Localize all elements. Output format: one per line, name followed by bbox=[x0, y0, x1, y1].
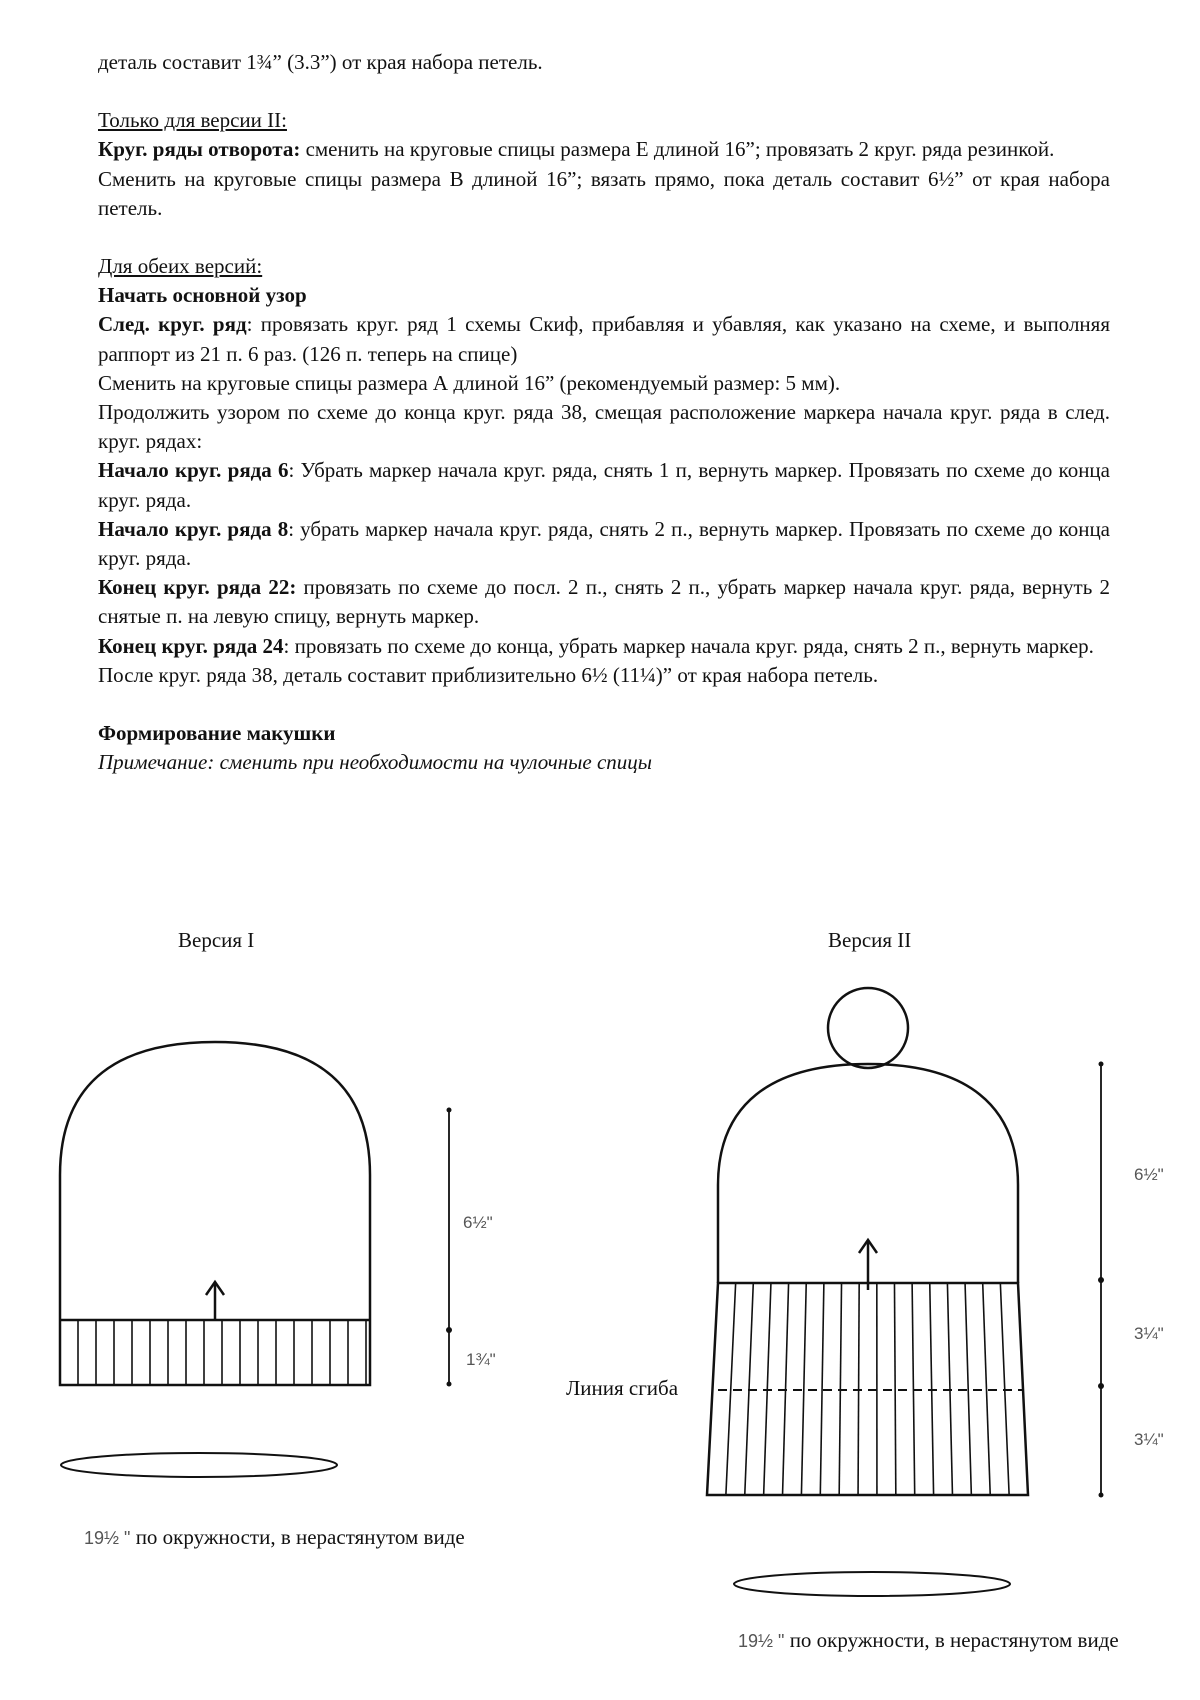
v1-hat-outline bbox=[60, 1042, 370, 1385]
v1-body-height: 6½" bbox=[463, 1213, 493, 1232]
change-needles-b: Сменить на круговые спицы размера В длиной 16”; вязать прямо, пока деталь составит 6½” от края набора петель. bbox=[98, 166, 1110, 220]
both-versions-heading: Для обеих версий: bbox=[98, 254, 263, 279]
v1-circumference-text: по окружности, в нерастянутом виде bbox=[130, 1525, 465, 1549]
round-8-text: : убрать маркер начала круг. ряда, снять 2 п., вернуть маркер. Провязать по схеме до конца круг. ряда. bbox=[98, 516, 1111, 571]
v2-circumference-value: 19½ " bbox=[738, 1631, 785, 1651]
v2-circumference-ellipse bbox=[734, 1572, 1010, 1596]
v2-rib-line bbox=[801, 1283, 806, 1495]
v2-pompom bbox=[828, 988, 908, 1068]
v1-rib-height: 1¾" bbox=[466, 1350, 496, 1369]
v2-cuff-lower-height: 3¼" bbox=[1134, 1430, 1164, 1449]
round-8-label: Начало круг. ряда 8 bbox=[98, 516, 289, 541]
line-cast-on-length: деталь составит 1¾” (3.3”) от края набора петель. bbox=[98, 50, 543, 74]
fold-line-label: Линия сгиба bbox=[566, 1376, 679, 1400]
v2-title: Версия II bbox=[828, 928, 912, 952]
v2-circumference-text: по окружности, в нерастянутом виде bbox=[784, 1628, 1119, 1652]
round-22-label: Конец круг. ряда 22: bbox=[98, 575, 297, 600]
v2-cuff-upper-height: 3¼" bbox=[1134, 1324, 1164, 1343]
change-needles-a: Сменить на круговые спицы размера А длиной 16” (рекомендуемый размер: 5 мм). bbox=[98, 370, 841, 395]
continue-pattern: Продолжить узором по схеме до конца круг. ряда 38, смещая расположение маркера начала круг. ряда в след. круг. рядах: bbox=[98, 400, 1110, 454]
cuff-rows-label: Круг. ряды отворота: bbox=[98, 137, 301, 162]
cuff-rows-text: сменить на круговые спицы размера Е длиной 16”; провязать 2 круг. ряда резинкой. bbox=[300, 137, 1055, 162]
v1-ribbing bbox=[78, 1320, 366, 1385]
v1-circumference-value: 19½ " bbox=[84, 1528, 131, 1548]
crown-shaping-heading: Формирование макушки bbox=[98, 721, 336, 746]
round-24-text: : провязать по схеме до конца, убрать маркер начала круг. ряда, снять 2 п., вернуть маркер. bbox=[283, 633, 1094, 658]
round-6-label: Начало круг. ряда 6 bbox=[98, 458, 289, 483]
v2-body-height: 6½" bbox=[1134, 1165, 1164, 1184]
only-version-2-heading: Только для версии II: bbox=[98, 108, 287, 133]
round-6-text: : Убрать маркер начала круг. ряда, снять 1 п, вернуть маркер. Провязать по схеме до конца круг. ряда. bbox=[98, 458, 1110, 512]
v2-rib-line bbox=[894, 1283, 895, 1495]
v1-circumference-ellipse bbox=[61, 1453, 337, 1477]
after-round-38: После круг. ряда 38, деталь составит приблизительно 6½ (11¼)” от края набора петель. bbox=[98, 662, 879, 687]
v1-title: Версия I bbox=[178, 928, 255, 952]
round-24-label: Конец круг. ряда 24 bbox=[98, 633, 284, 658]
start-pattern-heading: Начать основной узор bbox=[98, 283, 307, 308]
round-22-text: провязать по схеме до посл. 2 п., снять 2 п., убрать маркер начала круг. ряда, вернуть 2 снятые п. на левую спицу, вернуть маркер. bbox=[98, 575, 1111, 629]
v2-circumference-caption bbox=[738, 1628, 1119, 1653]
next-round-text: : провязать круг. ряд 1 схемы Скиф, прибавляя и убавляя, как указано на схеме, и выполняя раппорт из 21 п. 6 раз. (126 п. теперь на спице) bbox=[98, 312, 1110, 366]
next-round-label: След. круг. ряд bbox=[98, 312, 247, 337]
crown-note: Примечание: сменить при необходимости на чулочные спицы bbox=[98, 750, 652, 775]
v1-circumference-caption bbox=[84, 1525, 465, 1550]
